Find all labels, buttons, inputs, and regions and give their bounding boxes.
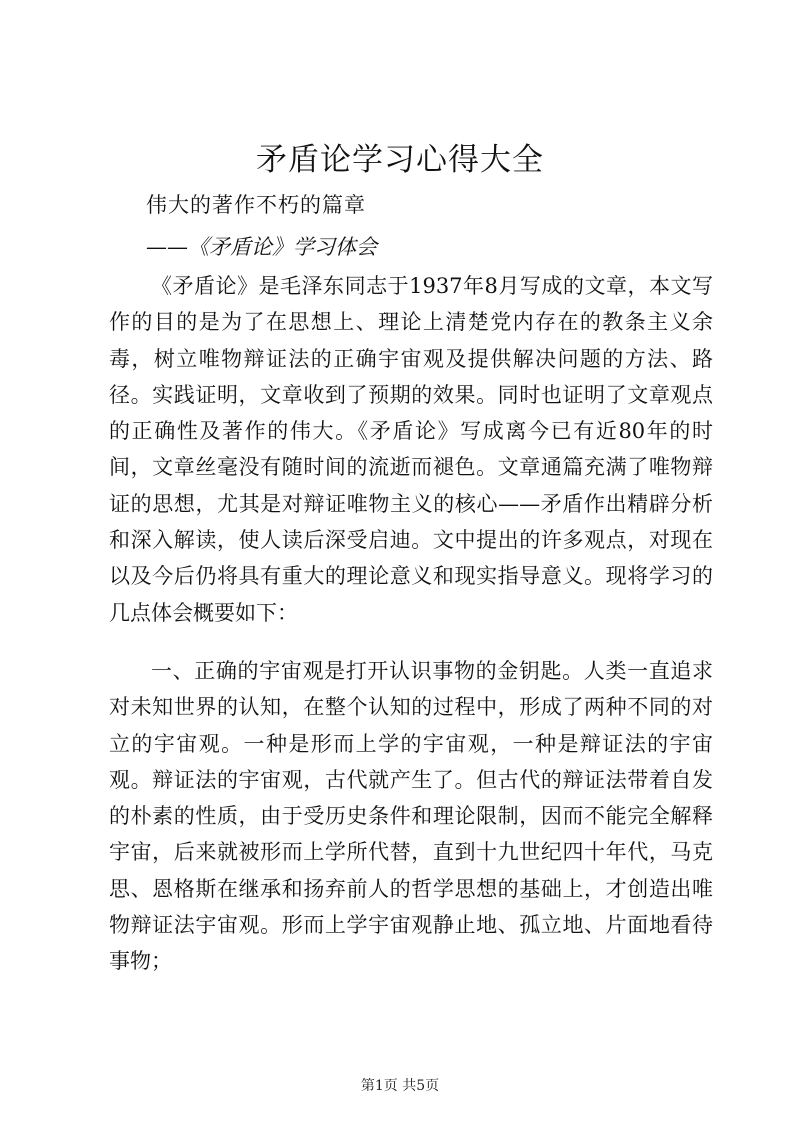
page-indicator: 第1页 共5页: [360, 1078, 440, 1094]
body-paragraph-section-one: 一、正确的宇宙观是打开认识事物的金钥匙。人类一直追求对未知世界的认知，在整个认知的过程中，形成了两种不同的对立的宇宙观。一种是形而上学的宇宙观，一种是辩证法的宇宙观。辩证法的宇宙观，古代就产生了。但古代的辩证法带着自发的朴素的性质，由于受历史条件和理论限制，因而不能完全解释宇宙，后来就被形而上学所代替，直到十九世纪四十年代，马克思、恩格斯在继承和扬弃前人的哲学思想的基础上，才创造出唯物辩证法宇宙观。形而上学宇宙观静止地、孤立地、片面地看待事物；: [109, 659, 713, 974]
subtitle-main: 伟大的著作不朽的篇章: [146, 193, 366, 217]
body-paragraph-intro: 《矛盾论》是毛泽东同志于1937年8月写成的文章，本文写作的目的是为了在思想上、理论上清楚党内存在的教条主义余毒，树立唯物辩证法的正确宇宙观及提供解决问题的方法、路径。实践证明，文章收到了预期的效果。同时也证明了文章观点的正确性及著作的伟大。《矛盾论》写成离今已有近80年的时间，文章丝毫没有随时间的流逝而褪色。文章通篇充满了唯物辩证的思想，尤其是对辩证唯物主义的核心——矛盾作出精辟分析和深入解读，使人读后深受启迪。文中提出的许多观点，对现在以及今后仍将具有重大的理论意义和现实指导意义。现将学习的几点体会概要如下：: [109, 274, 713, 625]
subtitle-secondary: ——《矛盾论》学习体会: [146, 235, 377, 259]
page-title: 矛盾论学习心得大全: [256, 142, 544, 178]
